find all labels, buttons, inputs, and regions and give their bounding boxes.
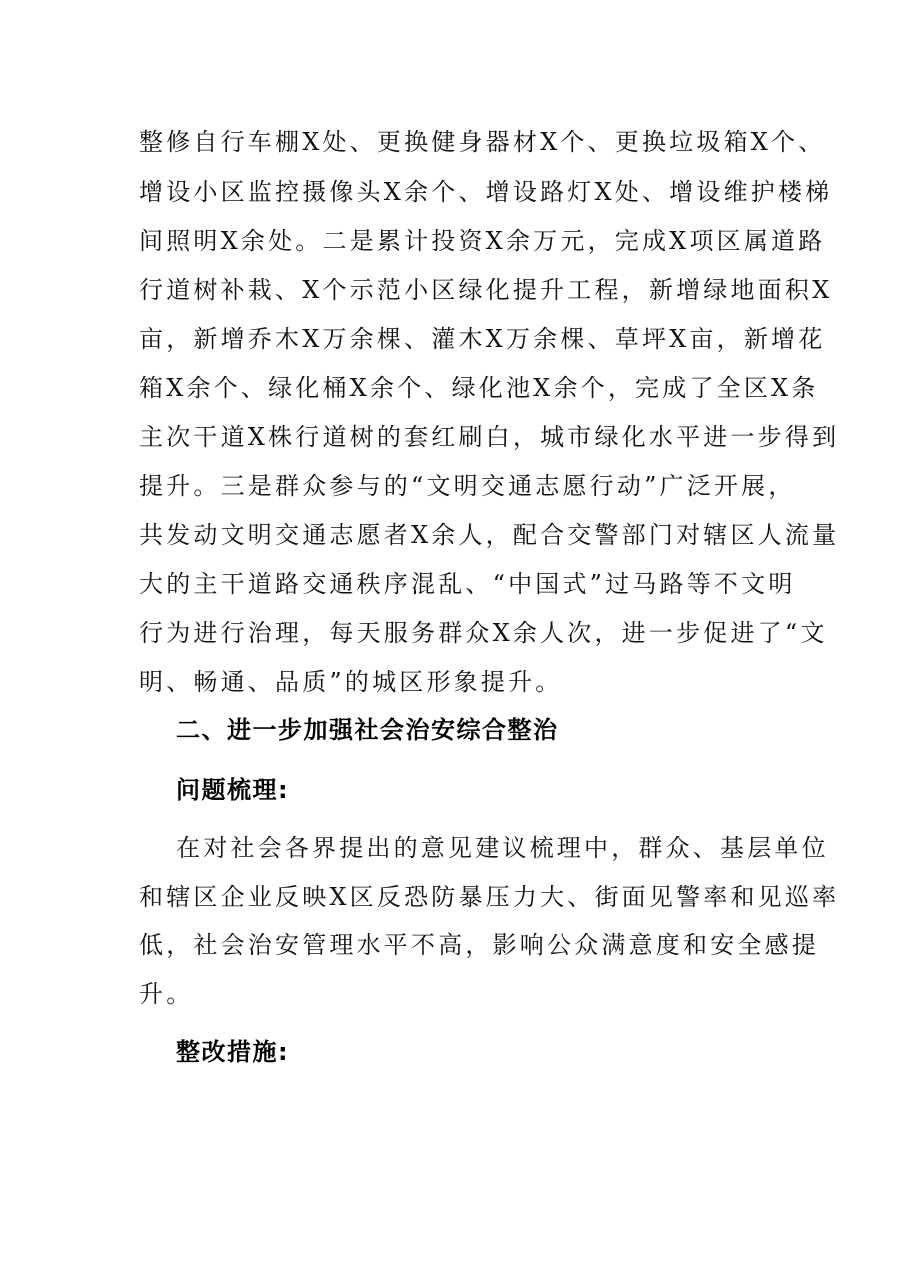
paragraph-line: 主次干道X株行道树的套红刷白，城市绿化水平进一步得到 <box>139 423 840 451</box>
paragraph-line: 大的主干道路交通秩序混乱、“中国式”过马路等不文明 <box>139 570 796 598</box>
problems-label: 问题梳理: <box>176 776 290 804</box>
paragraph-line: 行为进行治理，每天服务群众X余人次，进一步促进了“文 <box>139 619 828 647</box>
paragraph-line: 行道树补栽、X个示范小区绿化提升工程，新增绿地面积X <box>139 276 833 304</box>
paragraph-line: 升。 <box>139 980 194 1008</box>
paragraph-line: 和辖区企业反映X区反恐防暴压力大、街面见警率和见巡率 <box>139 883 840 911</box>
paragraph-line: 箱X余个、绿化桶X余个、绿化池X余个，完成了全区X条 <box>139 374 819 402</box>
paragraph-line: 明、畅通、品质”的城区形象提升。 <box>139 668 563 696</box>
paragraph-line: 共发动文明交通志愿者X余人，配合交警部门对辖区人流量 <box>139 521 840 549</box>
paragraph-line: 亩，新增乔木X万余棵、灌木X万余棵、草坪X亩，新增花 <box>139 325 826 353</box>
measures-label: 整改措施: <box>176 1038 290 1066</box>
paragraph-line: 整修自行车棚X处、更换健身器材X个、更换垃圾箱X个、 <box>139 128 826 156</box>
paragraph-line: 在对社会各界提出的意见建议梳理中，群众、基层单位 <box>176 834 829 862</box>
paragraph-line: 提升。三是群众参与的“文明交通志愿行动”广泛开展， <box>139 472 796 500</box>
paragraph-line: 增设小区监控摄像头X余个、增设路灯X处、增设维护楼梯 <box>139 178 833 206</box>
section-heading: 二、进一步加强社会治安综合整治 <box>176 716 559 744</box>
paragraph-line: 低，社会治安管理水平不高，影响公众满意度和安全感提 <box>139 931 819 959</box>
paragraph-line: 间照明X余处。二是累计投资X余万元，完成X项区属道路 <box>139 227 826 255</box>
